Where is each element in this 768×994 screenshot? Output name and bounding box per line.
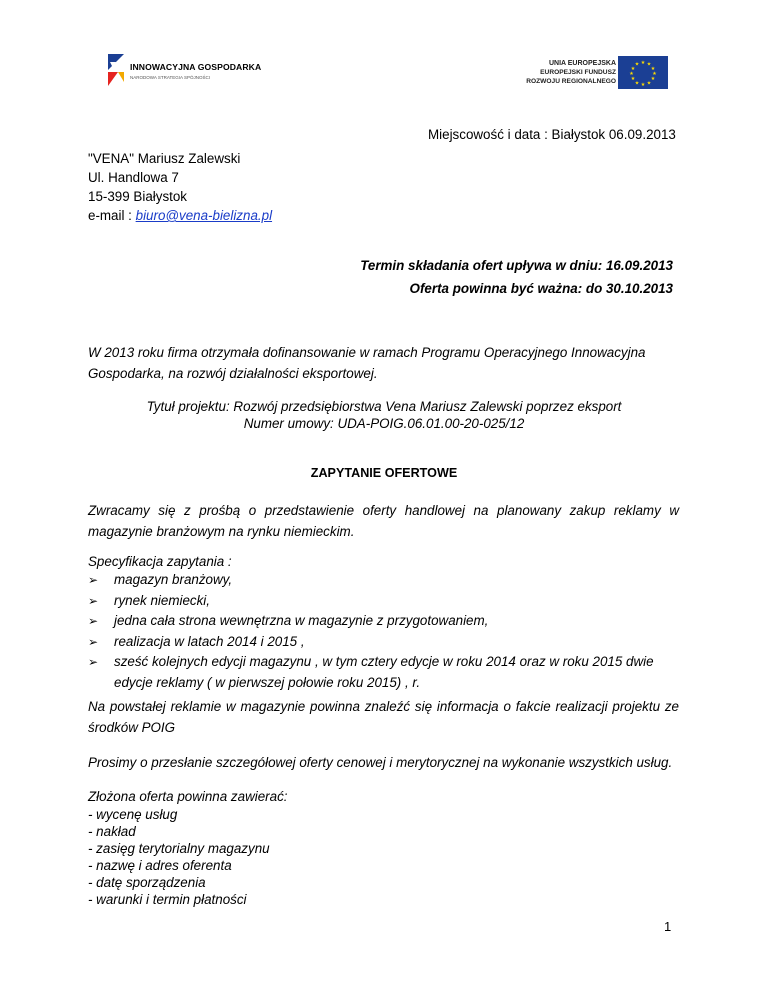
logo-brand-name: INNOWACYJNA GOSPODARKA — [130, 62, 262, 72]
eu-line-2: EUROPEJSKI FUNDUSZ — [540, 69, 616, 76]
list-item — [88, 591, 654, 612]
sender-city: 15-399 Białystok — [88, 189, 187, 204]
spec-label: Specyfikacja zapytania : — [88, 554, 232, 569]
arrow-bullet-icon: ➢ — [88, 593, 99, 608]
page-number: 1 — [664, 919, 672, 934]
svg-text:★: ★ — [650, 76, 656, 83]
poig-note: Na powstałej reklamie w magazynie powinna znaleźć się informacja o fakcie realizacji projektu ze środków POIG — [88, 699, 679, 735]
svg-text:★: ★ — [634, 80, 640, 87]
list-item-continuation — [88, 673, 654, 694]
arrow-bullet-icon: ➢ — [88, 573, 99, 587]
intro-paragraph: W 2013 roku firma otrzymała dofinansowanie w ramach Programu Operacyjnego Innowacyjna Gospodarka, na rozwój działalności eksportowej. — [88, 345, 646, 381]
eu-line-3: ROZWOJU REGIONALNEGO — [526, 78, 616, 85]
list-item: - nakład — [88, 824, 136, 839]
eu-fund-logo — [512, 54, 672, 92]
email-link[interactable]: biuro@vena-bielizna.pl — [135, 208, 273, 223]
svg-text:★: ★ — [646, 80, 652, 87]
svg-text:★: ★ — [646, 61, 652, 68]
arrow-bullet-icon: ➢ — [88, 614, 99, 628]
request-detail: Prosimy o przesłanie szczegółowej oferty cenowej i merytorycznej na wykonanie wszystkich usług. — [88, 755, 673, 770]
list-item — [88, 570, 654, 591]
list-item-text: magazyn branżowy, — [114, 572, 233, 587]
arrow-bullet-icon: ➢ — [88, 634, 99, 649]
list-item-text: realizacja w latach 2014 i 2015 , — [114, 633, 305, 649]
svg-text:★: ★ — [640, 60, 646, 66]
sender-name: "VENA" Mariusz Zalewski — [88, 151, 241, 166]
logo-mark-icon — [104, 52, 128, 90]
svg-text:★: ★ — [630, 76, 636, 83]
list-item-text: rynek niemiecki, — [114, 592, 210, 608]
list-item: - warunki i termin płatności — [88, 892, 247, 907]
place-and-date: Miejscowość i data : Białystok 06.09.2013 — [428, 127, 676, 142]
svg-text:★: ★ — [634, 61, 640, 68]
offer-contents-label: Złożona oferta powinna zawierać: — [88, 789, 288, 804]
list-item: - zasięg terytorialny magazynu — [88, 841, 270, 856]
list-item — [88, 632, 654, 653]
list-item: - datę sporządzenia — [88, 875, 206, 890]
list-item: - nazwę i adres oferenta — [88, 858, 232, 873]
eu-line-1: UNIA EUROPEJSKA — [548, 60, 616, 67]
list-item — [88, 611, 654, 632]
svg-text:★: ★ — [650, 65, 656, 72]
spec-list — [88, 570, 654, 693]
svg-text:★: ★ — [630, 65, 636, 72]
request-paragraph: Zwracamy się z prośbą o przedstawienie oferty handlowej na planowany zakup reklamy w magazynie branżowym na rynku niemieckim. — [88, 503, 679, 539]
list-item: - wycenę usług — [88, 807, 178, 822]
page-title: ZAPYTANIE OFERTOWE — [310, 466, 458, 480]
email-label: e-mail : — [88, 208, 136, 223]
submission-deadline: Termin składania ofert upływa w dniu: 16.09.2013 — [360, 258, 673, 273]
sender-street: Ul. Handlowa 7 — [88, 170, 179, 185]
list-item — [88, 652, 654, 673]
list-item-text: jedna cała strona wewnętrzna w magazynie z przygotowaniem, — [114, 613, 489, 628]
offer-validity: Oferta powinna być ważna: do 30.10.2013 — [409, 281, 673, 296]
eu-fund-text — [526, 59, 616, 86]
eu-flag-icon — [618, 56, 668, 89]
logo-tagline: NARODOWA STRATEGIA SPÓJNOŚCI — [130, 75, 211, 80]
svg-text:★: ★ — [629, 71, 634, 77]
svg-text:★: ★ — [640, 82, 646, 88]
contract-number: Numer umowy: UDA-POIG.06.01.00-20-025/12 — [243, 416, 525, 431]
list-item-text: edycje reklamy ( w pierwszej połowie roku 2015) , r. — [114, 674, 421, 690]
svg-text:★: ★ — [652, 71, 657, 77]
innowacyjna-gospodarka-logo — [104, 50, 262, 92]
arrow-bullet-icon: ➢ — [88, 655, 99, 669]
list-item-text: sześć kolejnych edycji magazynu , w tym cztery edycje w roku 2014 oraz w roku 2015 dwie — [114, 654, 654, 669]
project-title: Tytuł projektu: Rozwój przedsiębiorstwa Vena Mariusz Zalewski poprzez eksport — [146, 399, 622, 414]
sender-email-row — [88, 206, 272, 225]
